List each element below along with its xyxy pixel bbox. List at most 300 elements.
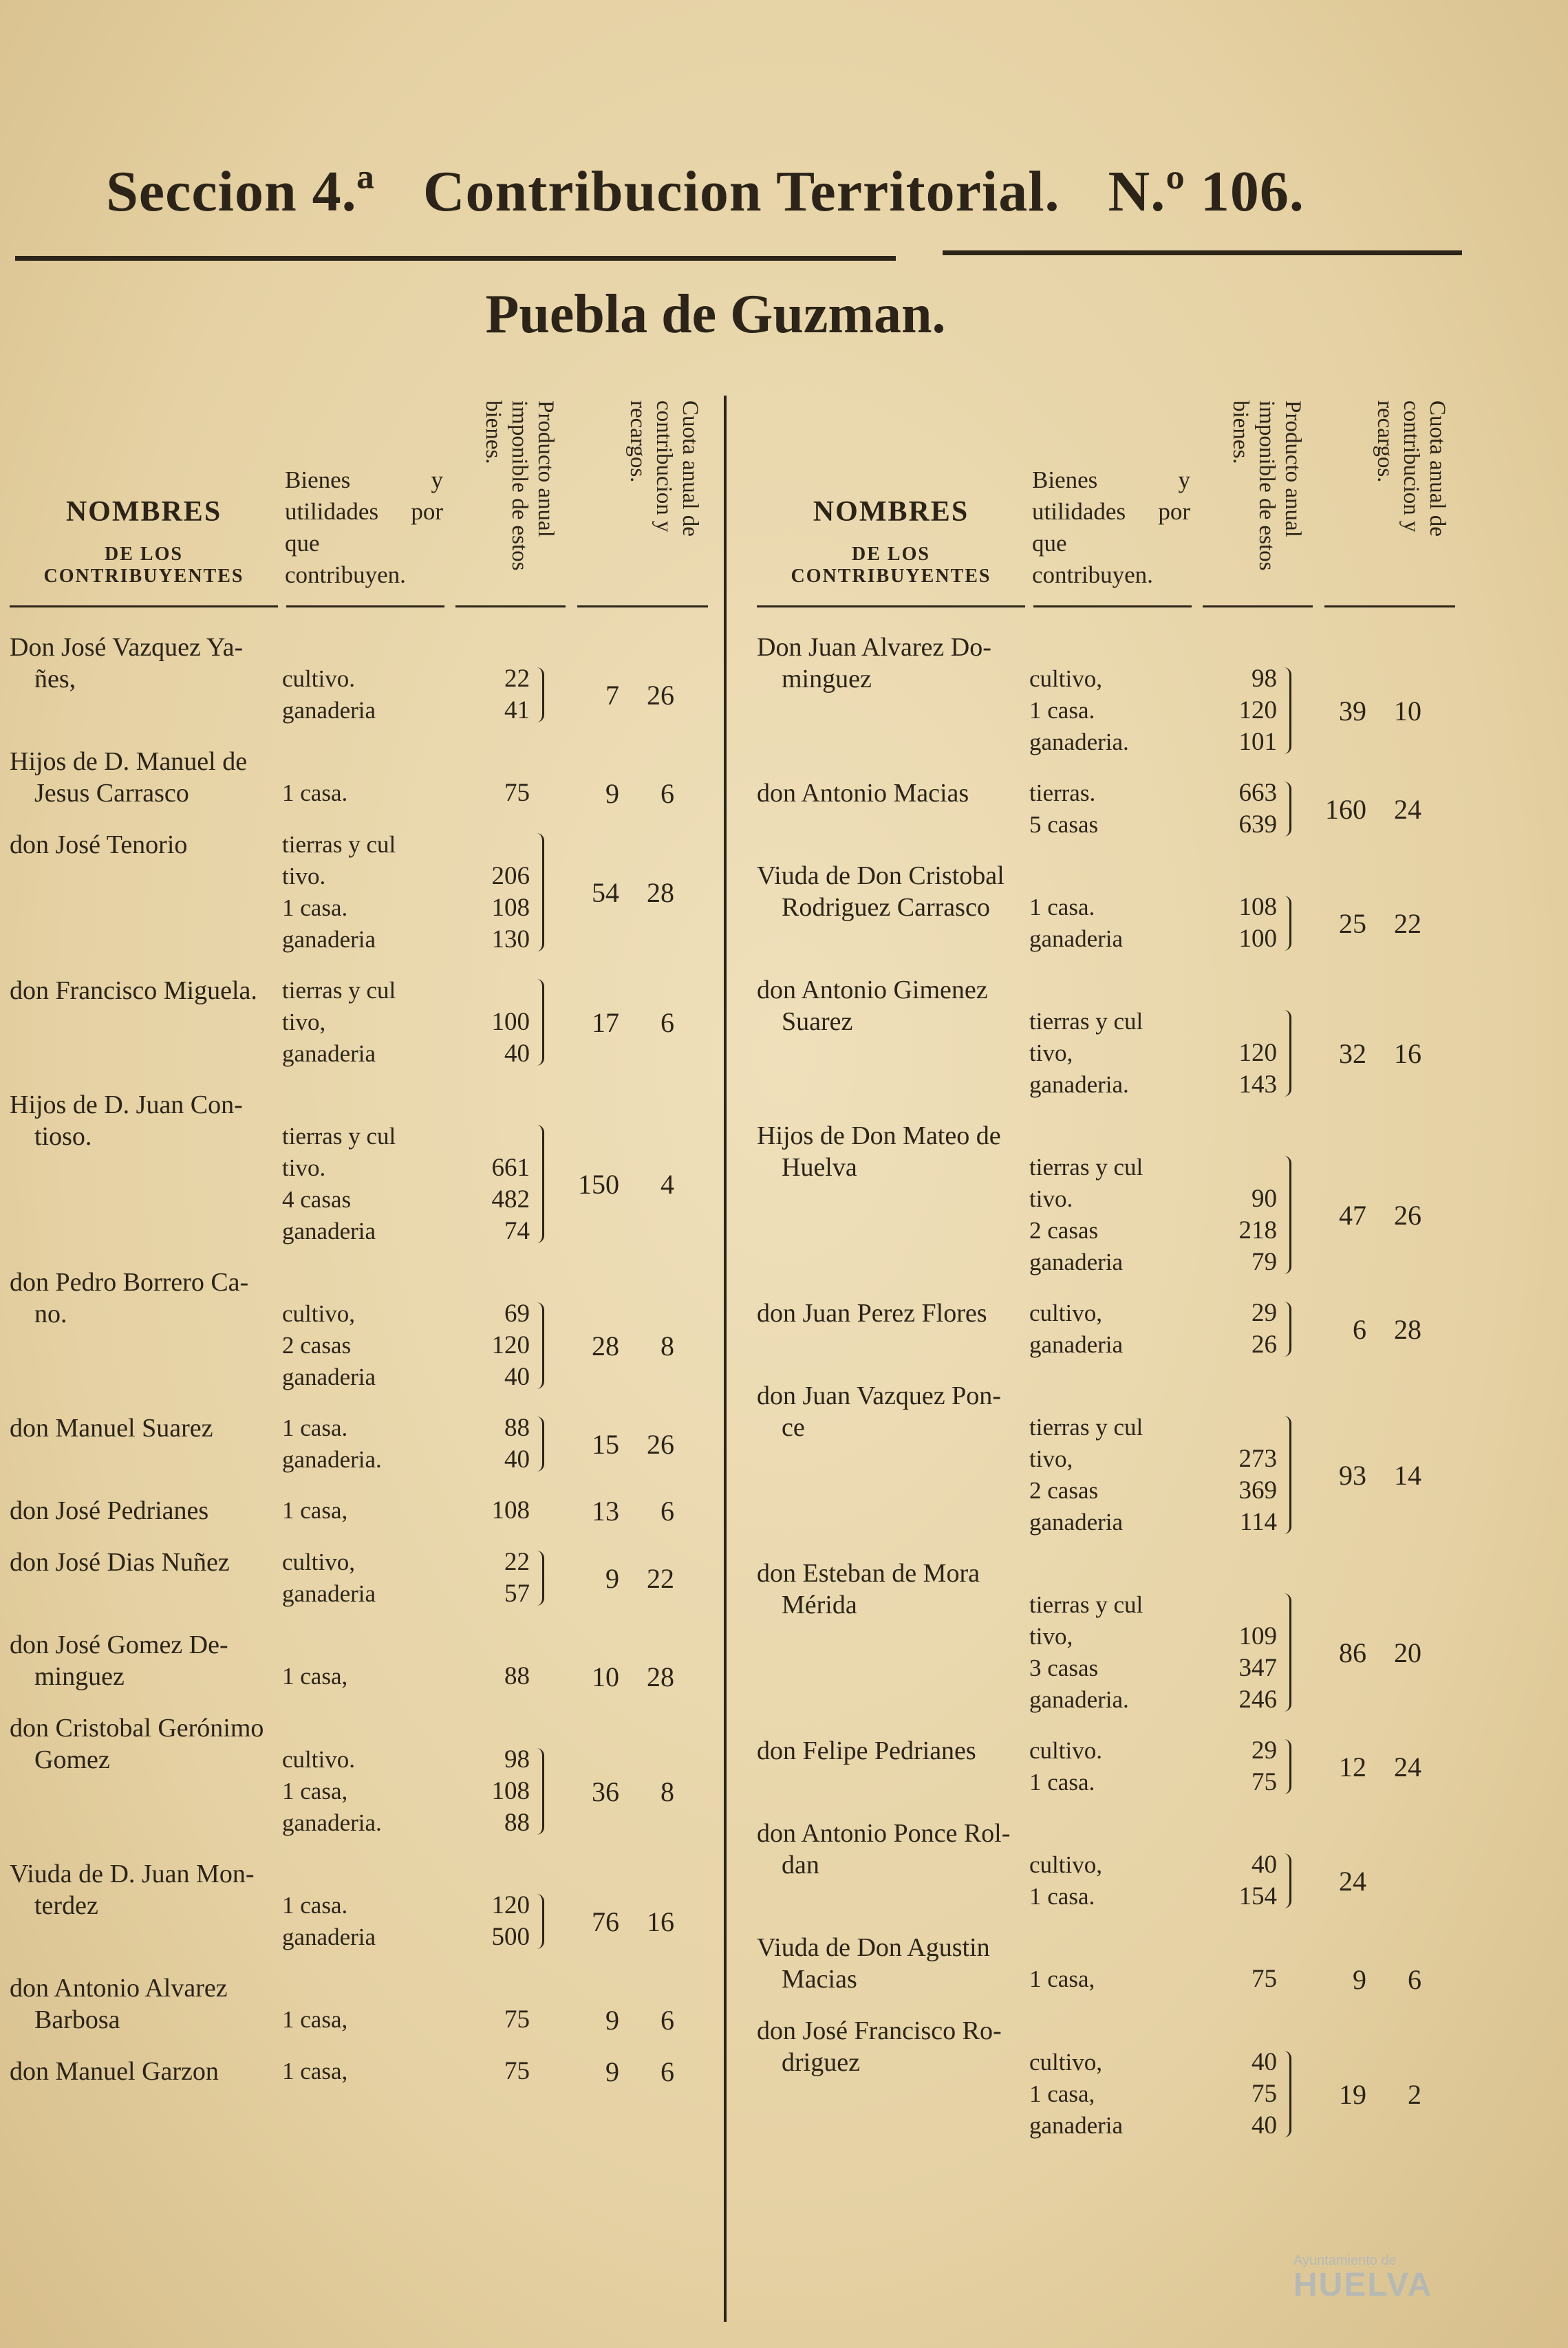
taxpayer-name-line: don Antonio Gimenez — [757, 976, 988, 1004]
annual-product-values — [1194, 1735, 1277, 1798]
spacer — [1029, 974, 1194, 1006]
names-heading-title: NOMBRES — [65, 496, 222, 528]
annual-quota — [550, 1089, 718, 1247]
property-item: cultivo, — [1029, 1851, 1102, 1878]
taxpayer-name — [757, 1818, 1025, 1913]
property-item: tierras. — [1029, 779, 1096, 806]
taxpayer-name-line: don José Dias Nuñez — [10, 1548, 230, 1577]
grouping-brace — [530, 746, 550, 810]
grouping-brace — [1277, 1932, 1298, 1996]
quota-maravedis: 22 — [647, 1562, 674, 1594]
property-items — [1025, 1558, 1194, 1716]
quota-maravedis: 20 — [1394, 1637, 1421, 1668]
taxpayer-name-line: driguez — [782, 2048, 860, 2077]
quota-maravedis: 6 — [661, 2005, 674, 2036]
product-value: 57 — [504, 1580, 530, 1608]
grouping-brace — [1277, 632, 1298, 758]
annual-product-values — [1194, 1818, 1277, 1913]
annual-quota — [550, 975, 718, 1070]
taxpayer-name — [10, 1712, 278, 1839]
quota-reales: 25 — [1339, 907, 1366, 939]
property-item: ganaderia. — [1029, 1686, 1129, 1713]
taxpayer-name-line: don José Francisco Ro- — [757, 2016, 1002, 2045]
quota-reales: 76 — [592, 1906, 619, 1937]
spacer — [1029, 1818, 1194, 1849]
product-value: 639 — [1238, 810, 1277, 839]
taxpayer-entry — [10, 1629, 718, 1693]
property-item: 1 casa, — [282, 2058, 348, 2085]
taxpayer-name-line: ce — [782, 1413, 805, 1442]
left-column-header — [10, 385, 718, 612]
taxpayer-name-line: ñes, — [34, 665, 76, 693]
taxpayer-name-line: Barbosa — [34, 2005, 120, 2034]
product-value: 120 — [1238, 696, 1277, 724]
taxpayer-entry — [757, 1558, 1465, 1716]
annual-quota — [550, 1712, 718, 1839]
product-value: 26 — [1252, 1331, 1277, 1359]
property-item: cultivo. — [1029, 1737, 1102, 1764]
quota-maravedis: 26 — [1394, 1199, 1421, 1231]
header-title: Contribucion Territorial. — [422, 160, 1060, 224]
property-item: cultivo, — [1029, 665, 1102, 692]
spacer — [1029, 1120, 1194, 1152]
annual-product-values — [447, 1267, 530, 1393]
annual-quota — [550, 1858, 718, 1953]
taxpayer-entry — [10, 1412, 718, 1476]
product-value: 29 — [1252, 1736, 1277, 1765]
product-value: 130 — [491, 925, 530, 954]
product-value: 369 — [1238, 1476, 1277, 1505]
quota-maravedis: 4 — [661, 1168, 674, 1200]
spacer — [282, 1712, 447, 1744]
grouping-brace — [1277, 860, 1298, 955]
grouping-brace — [530, 1495, 550, 1527]
product-value: 101 — [1238, 728, 1277, 756]
spacer — [447, 1267, 530, 1298]
taxpayer-name-line: Hijos de Don Mateo de — [757, 1121, 1001, 1150]
quota-reales: 54 — [592, 876, 619, 908]
product-value: 40 — [1252, 2111, 1277, 2140]
grouping-brace — [530, 1547, 550, 1610]
brace-mark — [537, 833, 544, 951]
product-value: 100 — [491, 1008, 530, 1036]
annual-product-values — [447, 1495, 530, 1527]
brace-mark — [537, 667, 544, 722]
taxpayer-entry — [10, 632, 718, 726]
taxpayer-name-line: Hijos de D. Manuel de — [10, 747, 248, 776]
spacer — [282, 1089, 447, 1121]
property-item: 4 casas — [282, 1186, 352, 1213]
product-value: 108 — [491, 1777, 530, 1805]
property-items — [278, 1495, 447, 1527]
quota-reales: 9 — [605, 1562, 619, 1594]
taxpayer-name-line: Mérida — [782, 1591, 857, 1619]
names-heading — [10, 495, 278, 588]
product-value: 75 — [504, 2057, 530, 2085]
property-items — [1025, 777, 1194, 841]
taxpayer-entry — [10, 829, 718, 956]
property-items — [1025, 1932, 1194, 1996]
spacer — [447, 746, 530, 777]
spacer — [1194, 1380, 1277, 1412]
grouping-brace — [1277, 777, 1298, 841]
spacer — [1194, 632, 1277, 663]
property-item: tivo, — [1029, 1445, 1073, 1472]
grouping-brace — [1277, 1558, 1298, 1716]
taxpayer-name-line: don Pedro Borrero Ca- — [10, 1268, 249, 1297]
header-rule-left — [15, 256, 896, 261]
taxpayer-name — [757, 632, 1025, 758]
bienes-heading: Bienes y utilidades por que contribuyen. — [285, 466, 443, 588]
annual-product-values — [447, 1089, 530, 1247]
spacer — [1194, 860, 1277, 892]
taxpayer-entry — [757, 860, 1465, 955]
property-item: ganaderia — [282, 926, 376, 953]
taxpayer-name — [10, 1495, 278, 1527]
property-item: cultivo, — [1029, 1300, 1102, 1326]
taxpayer-name-line: don Cristobal Gerónimo — [10, 1714, 264, 1743]
property-item: cultivo. — [282, 665, 355, 692]
property-item: 5 casas — [1029, 811, 1099, 838]
taxpayer-entry — [757, 1297, 1465, 1361]
header-underline — [1203, 605, 1313, 607]
quota-maravedis: 28 — [1394, 1313, 1421, 1345]
product-value: 108 — [1238, 893, 1277, 921]
product-value: 74 — [504, 1217, 530, 1245]
property-item: 1 casa. — [282, 894, 348, 921]
spacer — [282, 1629, 447, 1661]
product-value — [1194, 1152, 1277, 1183]
taxpayer-name-line: Viuda de Don Agustin — [757, 1933, 990, 1962]
taxpayer-name — [757, 860, 1025, 955]
brace-mark — [537, 1417, 544, 1472]
product-value — [447, 975, 530, 1006]
taxpayer-entry — [757, 1818, 1465, 1913]
taxpayer-entry — [757, 632, 1465, 758]
taxpayer-name-line: tioso. — [34, 1122, 92, 1151]
grouping-brace — [1277, 974, 1298, 1101]
product-value: 114 — [1239, 1508, 1277, 1536]
grouping-brace — [530, 1629, 550, 1693]
producto-heading: Producto anual imponible de estos bienes. — [1228, 400, 1305, 571]
left-column — [10, 385, 718, 2088]
spacer — [1029, 860, 1194, 892]
annual-quota — [550, 2056, 718, 2088]
spacer — [447, 1629, 530, 1661]
taxpayer-name-line: dan — [782, 1851, 819, 1880]
brace-mark — [1284, 1853, 1291, 1908]
product-value: 40 — [504, 1040, 530, 1068]
property-items — [278, 1858, 447, 1953]
grouping-brace — [530, 1712, 550, 1839]
taxpayer-name — [757, 1932, 1025, 1996]
property-item: tierras y cul — [282, 977, 396, 1004]
annual-product-values — [1194, 2015, 1277, 2142]
brace-mark — [537, 1551, 544, 1606]
taxpayer-entry — [10, 1972, 718, 2036]
property-item: tivo. — [1029, 1185, 1073, 1212]
brace-mark — [1284, 667, 1291, 754]
taxpayer-entry — [10, 1712, 718, 1839]
taxpayer-name — [10, 632, 278, 726]
product-value: 75 — [504, 2005, 530, 2034]
product-value: 79 — [1252, 1248, 1277, 1276]
quota-reales: 24 — [1339, 1865, 1366, 1897]
annual-quota — [550, 829, 718, 956]
property-item: 1 casa, — [1029, 2080, 1095, 2107]
taxpayer-name-line: Viuda de D. Juan Mon- — [10, 1860, 255, 1888]
property-item: cultivo. — [282, 1746, 355, 1773]
property-item: tierras y cul — [1029, 1591, 1143, 1618]
taxpayer-entry — [10, 1089, 718, 1247]
annual-quota — [1298, 632, 1465, 758]
product-value: 40 — [1252, 1851, 1277, 1879]
product-value: 41 — [504, 696, 530, 724]
brace-mark — [1284, 2051, 1291, 2137]
property-items — [1025, 860, 1194, 955]
annual-product-values — [447, 1972, 530, 2036]
property-items — [278, 632, 447, 726]
product-value: 661 — [491, 1154, 530, 1182]
property-item: ganaderia — [282, 1364, 376, 1390]
product-value: 500 — [491, 1923, 530, 1951]
spacer — [447, 1972, 530, 2004]
property-items — [278, 1089, 447, 1247]
taxpayer-name — [10, 1858, 278, 1953]
spacer — [1029, 1932, 1194, 1963]
annual-product-values — [447, 746, 530, 810]
property-items — [1025, 974, 1194, 1101]
property-item: ganaderia — [1029, 925, 1124, 952]
quota-maravedis: 24 — [1394, 793, 1421, 825]
quota-maravedis: 6 — [1408, 1964, 1421, 1995]
quota-maravedis: 16 — [647, 1906, 674, 1937]
annual-quota — [1298, 1380, 1465, 1538]
property-items — [278, 1412, 447, 1476]
annual-quota — [1298, 1735, 1465, 1798]
property-item: tivo, — [282, 1009, 326, 1035]
property-item: 2 casas — [282, 1332, 352, 1359]
product-value: 120 — [1238, 1039, 1277, 1067]
property-items — [1025, 2015, 1194, 2142]
grouping-brace — [530, 829, 550, 956]
quota-reales: 47 — [1339, 1199, 1366, 1231]
annual-quota — [550, 1267, 718, 1393]
property-items — [278, 1547, 447, 1610]
brace-mark — [1284, 1010, 1291, 1097]
product-value: 69 — [504, 1300, 530, 1328]
brace-mark — [1284, 782, 1291, 837]
brace-mark — [1284, 1416, 1291, 1534]
annual-quota — [1298, 1120, 1465, 1278]
annual-product-values — [1194, 1380, 1277, 1538]
product-value: 120 — [491, 1891, 530, 1919]
taxpayer-entry — [757, 777, 1465, 841]
grouping-brace — [530, 2056, 550, 2088]
watermark-line1: Ayuntamiento de — [1293, 2253, 1397, 2268]
taxpayer-name-line: Jesus Carrasco — [34, 779, 189, 808]
annual-quota — [1298, 1932, 1465, 1996]
annual-product-values — [447, 1629, 530, 1693]
taxpayer-name-line: don José Gomez De- — [10, 1630, 228, 1659]
brace-mark — [537, 1894, 544, 1949]
taxpayer-name — [10, 1412, 278, 1476]
grouping-brace — [1277, 1380, 1298, 1538]
property-item: tierras y cul — [282, 1123, 396, 1150]
property-item: 2 casas — [1029, 1477, 1099, 1504]
product-value — [1194, 1006, 1277, 1037]
grouping-brace — [530, 1858, 550, 1953]
annual-product-values — [447, 829, 530, 956]
property-item: 1 casa. — [1029, 697, 1095, 724]
header-underline — [1324, 605, 1455, 607]
bienes-heading: Bienes y utilidades por que contribuyen. — [1032, 466, 1190, 588]
taxpayer-name-line: Rodriguez Carrasco — [782, 893, 990, 922]
annual-product-values — [447, 1547, 530, 1610]
property-item: ganaderia. — [1029, 1071, 1129, 1098]
taxpayer-name-line: Suarez — [782, 1007, 853, 1036]
taxpayer-name-line: don Juan Perez Flores — [757, 1299, 987, 1328]
quota-reales: 39 — [1339, 695, 1366, 726]
product-value: 98 — [1252, 665, 1277, 693]
quota-reales: 32 — [1339, 1037, 1366, 1069]
taxpayer-name — [10, 829, 278, 956]
property-item: 1 casa. — [282, 1414, 348, 1441]
property-item: 2 casas — [1029, 1217, 1099, 1244]
annual-product-values — [447, 975, 530, 1070]
taxpayer-entry — [10, 1858, 718, 1953]
taxpayer-name-line: don Manuel Suarez — [10, 1414, 213, 1443]
taxpayer-name — [10, 2056, 278, 2088]
quota-maravedis: 8 — [661, 1776, 674, 1807]
quota-reales: 28 — [592, 1330, 619, 1361]
quota-maravedis: 10 — [1394, 695, 1421, 726]
taxpayer-name-line: Don Juan Alvarez Do- — [757, 633, 991, 662]
brace-mark — [537, 1302, 544, 1389]
quota-reales: 13 — [592, 1496, 619, 1527]
property-item: ganaderia. — [282, 1446, 382, 1473]
property-items — [278, 1712, 447, 1839]
property-item: tierras y cul — [1029, 1008, 1143, 1035]
property-item: 1 casa, — [282, 1778, 348, 1805]
taxpayer-name — [10, 975, 278, 1070]
taxpayer-name-line: don Antonio Macias — [757, 779, 969, 808]
taxpayer-name-line: minguez — [782, 665, 872, 693]
grouping-brace — [530, 975, 550, 1070]
town-title: Puebla de Guzman. — [485, 284, 946, 345]
annual-product-values — [1194, 1120, 1277, 1278]
spacer — [1194, 1120, 1277, 1152]
grouping-brace — [1277, 2015, 1298, 2142]
property-item: tierras y cul — [282, 831, 396, 858]
annual-product-values — [1194, 1297, 1277, 1361]
product-value: 88 — [504, 1414, 530, 1442]
taxpayer-name-line: Viuda de Don Cristobal — [757, 861, 1005, 890]
taxpayer-name — [10, 1629, 278, 1693]
header-underline — [10, 605, 278, 607]
taxpayer-entry — [757, 974, 1465, 1101]
property-item: ganaderia — [1029, 1509, 1124, 1536]
spacer — [1029, 2015, 1194, 2047]
taxpayer-entry — [757, 1380, 1465, 1538]
spacer — [1194, 1932, 1277, 1963]
quota-maravedis: 14 — [1394, 1459, 1421, 1491]
grouping-brace — [530, 1412, 550, 1476]
product-value: 347 — [1238, 1654, 1277, 1682]
names-heading — [757, 495, 1025, 588]
quota-reales: 160 — [1325, 793, 1366, 825]
quota-reales: 12 — [1339, 1751, 1366, 1782]
spacer — [447, 632, 530, 663]
property-item: 1 casa. — [1029, 1883, 1095, 1910]
grouping-brace — [530, 1089, 550, 1247]
grouping-brace — [530, 1267, 550, 1393]
quota-reales: 7 — [605, 679, 619, 711]
product-value: 246 — [1238, 1685, 1277, 1714]
grouping-brace — [530, 632, 550, 726]
taxpayer-entry — [757, 1120, 1465, 1278]
annual-quota — [1298, 974, 1465, 1101]
taxpayer-entry — [10, 975, 718, 1070]
product-value: 143 — [1238, 1070, 1277, 1099]
taxpayer-name — [10, 1089, 278, 1247]
watermark-line2: HUELVA — [1293, 2267, 1433, 2303]
annual-product-values — [1194, 974, 1277, 1101]
brace-mark — [537, 1748, 544, 1835]
taxpayer-entry — [10, 1547, 718, 1610]
spacer — [282, 1267, 447, 1298]
quota-maravedis: 6 — [661, 2056, 674, 2087]
page-number: N.º 106. — [1108, 160, 1304, 224]
brace-mark — [1284, 896, 1291, 951]
property-item: cultivo, — [1029, 2049, 1102, 2076]
spacer — [282, 632, 447, 663]
quota-reales: 86 — [1339, 1637, 1366, 1668]
quota-reales: 19 — [1339, 2078, 1366, 2110]
product-value: 109 — [1238, 1622, 1277, 1650]
names-heading-sub: DE LOS CONTRIBUYENTES — [43, 543, 244, 587]
property-item: tierras y cul — [1029, 1414, 1143, 1441]
property-item: ganaderia — [282, 1218, 376, 1245]
taxpayer-name — [757, 1297, 1025, 1361]
right-column-header — [757, 385, 1465, 612]
property-item: ganaderia — [282, 1924, 376, 1950]
taxpayer-name-line: don Juan Vazquez Pon- — [757, 1381, 1001, 1410]
annual-quota — [550, 1547, 718, 1610]
taxpayer-name — [757, 2015, 1025, 2142]
grouping-brace — [530, 1972, 550, 2036]
product-value — [447, 1121, 530, 1152]
taxpayer-name — [10, 1972, 278, 2036]
product-value: 75 — [1252, 1965, 1277, 1993]
property-item: ganaderia — [282, 697, 376, 724]
brace-mark — [537, 979, 544, 1066]
property-item: tivo. — [282, 863, 326, 890]
product-value: 482 — [491, 1185, 530, 1214]
taxpayer-name — [757, 1735, 1025, 1798]
annual-quota — [550, 1629, 718, 1693]
property-item: ganaderia — [1029, 2112, 1124, 2139]
product-value: 108 — [491, 1496, 530, 1525]
property-item: 1 casa, — [282, 2006, 348, 2033]
spacer — [282, 1972, 447, 2004]
product-value: 120 — [491, 1331, 530, 1359]
spacer — [1194, 1558, 1277, 1589]
annual-product-values — [447, 2056, 530, 2088]
spacer — [1029, 1558, 1194, 1589]
property-item: 1 casa, — [282, 1497, 348, 1524]
product-value: 100 — [1238, 925, 1277, 953]
